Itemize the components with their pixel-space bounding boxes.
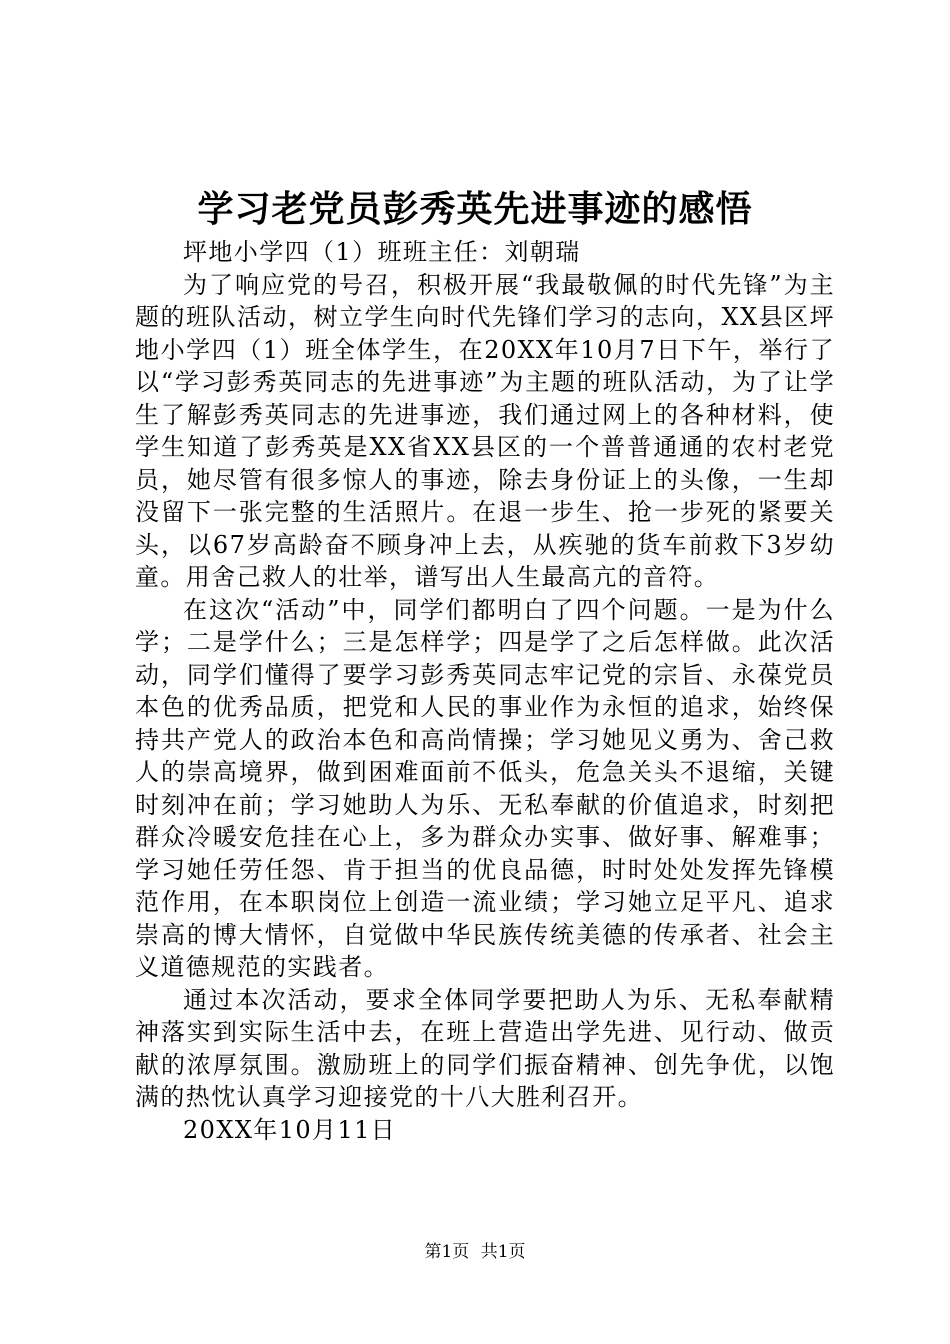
- page-total: 共1页: [480, 1242, 526, 1262]
- page-number: 第1页: [424, 1242, 470, 1262]
- paragraph-1: 为了响应党的号召，积极开展“我最敬佩的时代先锋”为主题的班队活动，树立学生向时代先锋们学习的志向，XX县区坪地小学四（1）班全体学生，在20XX年10月7日下午，举行了以“学习彭秀英同志的先进事迹”为主题的班队活动，为了让学生了解彭秀英同志的先进事迹，我们通过网上的各种材料，使学生知道了彭秀英是XX省XX县区的一个普普通通的农村老党员，她尽管有很多惊人的事迹，除去身份证上的头像，一生却没留下一张完整的生活照片。在退一步生、抢一步死的紧要关头，以67岁高龄奋不顾身冲上去，从疾驰的货车前救下3岁幼童。用舍己救人的壮举，谱写出人生最高亢的音符。: [135, 270, 835, 591]
- paragraph-2: 在这次“活动”中，同学们都明白了四个问题。一是为什么学；二是学什么；三是怎样学；四是学了之后怎样做。此次活动，同学们懂得了要学习彭秀英同志牢记党的宗旨、永葆党员本色的优秀品质，把党和人民的事业作为永恒的追求，始终保持共产党人的政治本色和高尚情操；学习她见义勇为、舍己救人的崇高境界，做到困难面前不低头，危急关头不退缩，关键时刻冲在前；学习她助人为乐、无私奉献的价值追求，时刻把群众冷暖安危挂在心上，多为群众办实事、做好事、解难事；学习她任劳任怨、肯于担当的优良品德，时时处处发挥先锋模范作用，在本职岗位上创造一流业绩；学习她立足平凡、追求崇高的博大情怀，自觉做中华民族传统美德的传承者、社会主义道德规范的实践者。: [135, 595, 835, 981]
- document-title: 学习老党员彭秀英先进事迹的感悟: [197, 189, 753, 230]
- document-body: [135, 236, 835, 1146]
- page-footer: [0, 1240, 950, 1264]
- author-line: 坪地小学四（1）班班主任：刘朝瑞: [183, 238, 581, 266]
- paragraph-3: 通过本次活动，要求全体同学要把助人为乐、无私奉献精神落实到实际生活中去，在班上营造出学先进、见行动、做贡献的浓厚氛围。激励班上的同学们振奋精神、创先争优，以饱满的热忱认真学习迎接党的十八大胜利召开。: [135, 985, 835, 1111]
- document-date: 20XX年10月11日: [183, 1115, 397, 1144]
